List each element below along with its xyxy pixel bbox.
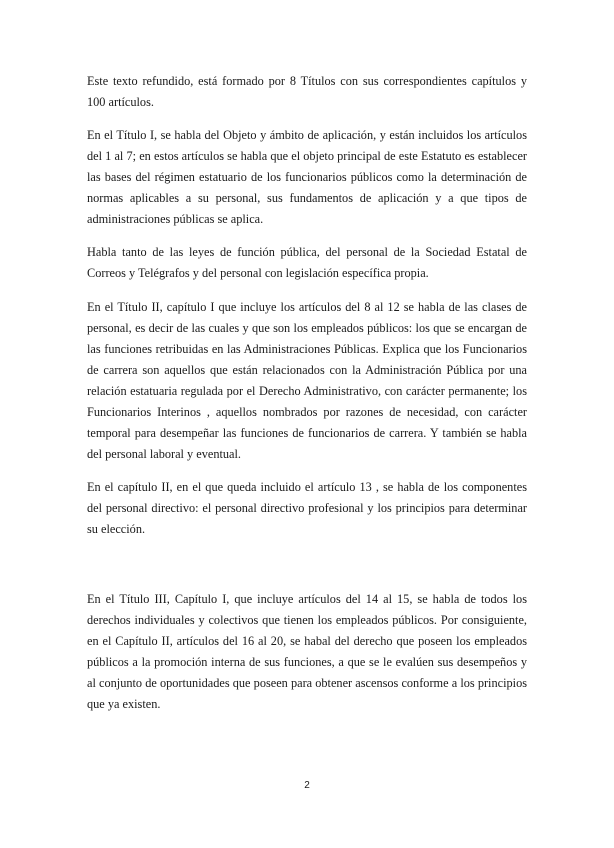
page-number: 2	[304, 780, 310, 791]
paragraph-titulo-3: En el Título III, Capítulo I, que incluye artículos del 14 al 15, se habla de todos los derechos individuales y colectivos que tienen los empleados públicos. Por consiguiente, en el Capítulo II, artículos del 16 al 20, se habal del derecho que poseen los empleados públicos a la promoción interna de sus funciones, a que se le evalúen sus desempeños y al conjunto de oportunidades que poseen para obtener ascensos conforme a los principios que ya existen.	[87, 592, 527, 711]
paragraph-leyes-funcion-publica: Habla tanto de las leyes de función pública, del personal de la Sociedad Estatal de Correos y Telégrafos y del personal con legislación específica propia.	[87, 245, 527, 280]
document-body	[87, 71, 527, 715]
paragraph-titulo-1: En el Título I, se habla del Objeto y ámbito de aplicación, y están incluidos los artículos del 1 al 7; en estos artículos se habla que el objeto principal de este Estatuto es establecer las bases del régimen estatuario de los funcionarios públicos como la determinación de normas aplicables a su personal, sus fundamentos de aplicación y a que tipos de administraciones públicas se aplica.	[87, 128, 527, 226]
paragraph-titulo-2-capitulo-1: En el Título II, capítulo I que incluye los artículos del 8 al 12 se habla de las clases de personal, es decir de las cuales y que son los empleados públicos: los que se encargan de las funciones retribuidas en las Administraciones Públicas. Explica que los Funcionarios de carrera son aquellos que están relacionados con la Administración Pública por una relación estatuaria regulada por el Derecho Administrativo, con carácter permanente; los Funcionarios Interinos , aquellos nombrados por razones de necesidad, con carácter temporal para desempeñar las funciones de funcionarios de carrera. Y también se habla del personal laboral y eventual.	[87, 300, 527, 461]
paragraph-titulo-2-capitulo-2: En el capítulo II, en el que queda incluido el artículo 13 , se habla de los componentes del personal directivo: el personal directivo profesional y los principios para determinar su elección.	[87, 480, 527, 536]
paragraph-intro: Este texto refundido, está formado por 8 Títulos con sus correspondientes capítulos y 100 artículos.	[87, 74, 527, 109]
